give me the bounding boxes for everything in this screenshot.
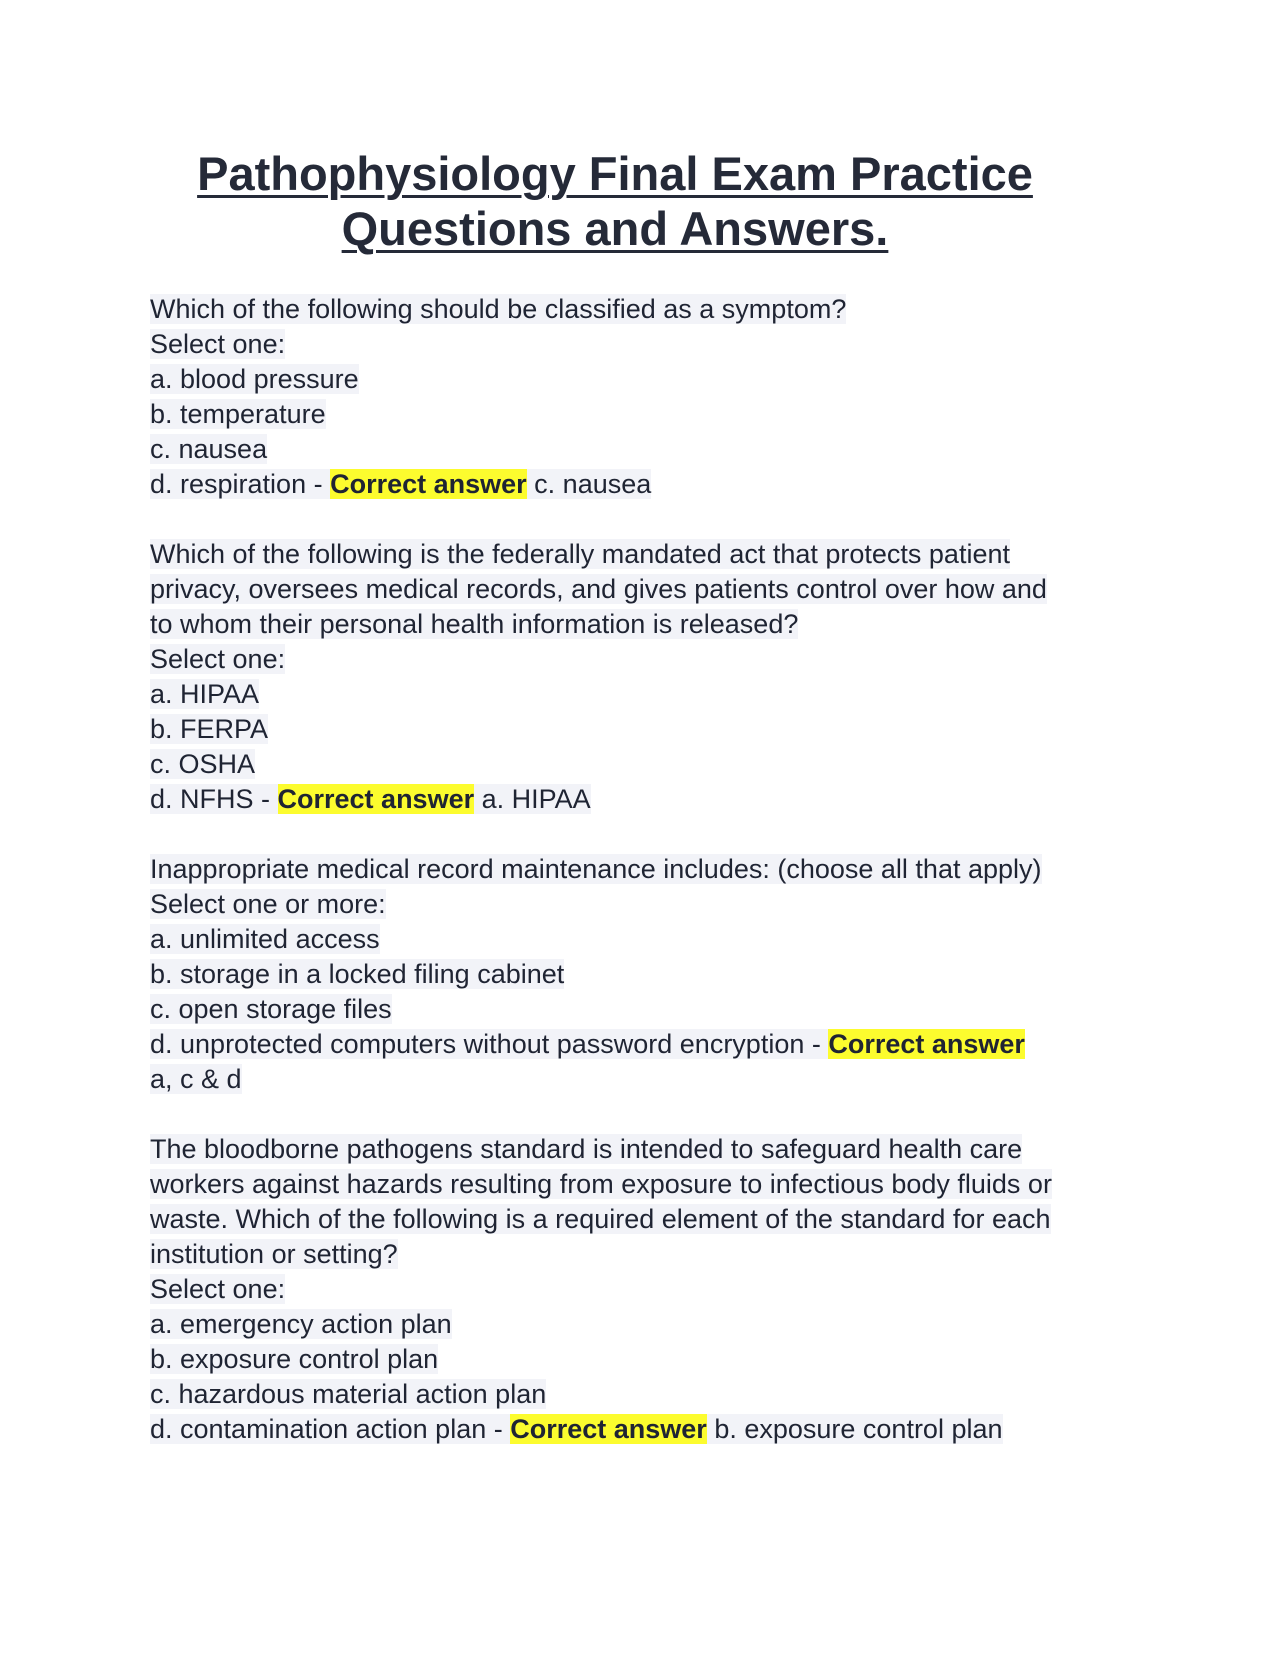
question-text: Which of the following should be classified as a symptom? <box>150 294 847 324</box>
answer-text: b. exposure control plan <box>706 1414 1003 1444</box>
question-2 <box>150 537 1130 817</box>
correct-answer-label: Correct answer <box>330 469 527 499</box>
option-d: d. respiration - <box>150 469 331 499</box>
instruction-text: Select one: <box>150 1274 286 1304</box>
option-c: c. OSHA <box>150 749 256 779</box>
question-text: waste. Which of the following is a required element of the standard for each <box>150 1204 1051 1234</box>
instruction-text: Select one or more: <box>150 889 386 919</box>
option-b: b. FERPA <box>150 714 269 744</box>
title-line-1: Pathophysiology Final Exam Practice <box>197 147 1033 200</box>
question-1 <box>150 292 1130 502</box>
question-list <box>150 292 1130 1482</box>
option-a: a. unlimited access <box>150 924 380 954</box>
document-title <box>0 146 1230 256</box>
question-text: privacy, oversees medical records, and gives patients control over how and <box>150 574 1047 604</box>
answer-text: a. HIPAA <box>474 784 591 814</box>
answer-text: c. nausea <box>526 469 652 499</box>
correct-answer-label: Correct answer <box>277 784 475 814</box>
question-text: Inappropriate medical record maintenance includes: (choose all that apply) <box>150 854 1042 884</box>
option-d: d. unprotected computers without password encryption - <box>150 1029 829 1059</box>
option-b: b. storage in a locked filing cabinet <box>150 959 565 989</box>
option-c: c. hazardous material action plan <box>150 1379 547 1409</box>
question-text: institution or setting? <box>150 1239 398 1269</box>
option-b: b. exposure control plan <box>150 1344 439 1374</box>
option-d: d. contamination action plan - <box>150 1414 511 1444</box>
title-line-2: Questions and Answers. <box>341 202 889 255</box>
correct-answer-label: Correct answer <box>828 1029 1025 1059</box>
option-a: a. blood pressure <box>150 364 359 394</box>
question-text: Which of the following is the federally mandated act that protects patient <box>150 539 1010 569</box>
instruction-text: Select one: <box>150 644 286 674</box>
question-text: workers against hazards resulting from exposure to infectious body fluids or <box>150 1169 1052 1199</box>
question-text: to whom their personal health information is released? <box>150 609 799 639</box>
answer-text: a, c & d <box>150 1064 242 1094</box>
question-text: The bloodborne pathogens standard is intended to safeguard health care <box>150 1134 1023 1164</box>
instruction-text: Select one: <box>150 329 286 359</box>
correct-answer-label: Correct answer <box>510 1414 707 1444</box>
option-a: a. HIPAA <box>150 679 260 709</box>
option-d: d. NFHS - <box>150 784 278 814</box>
question-4 <box>150 1132 1130 1447</box>
option-a: a. emergency action plan <box>150 1309 452 1339</box>
option-b: b. temperature <box>150 399 326 429</box>
option-c: c. nausea <box>150 434 268 464</box>
question-3 <box>150 852 1130 1097</box>
option-c: c. open storage files <box>150 994 392 1024</box>
